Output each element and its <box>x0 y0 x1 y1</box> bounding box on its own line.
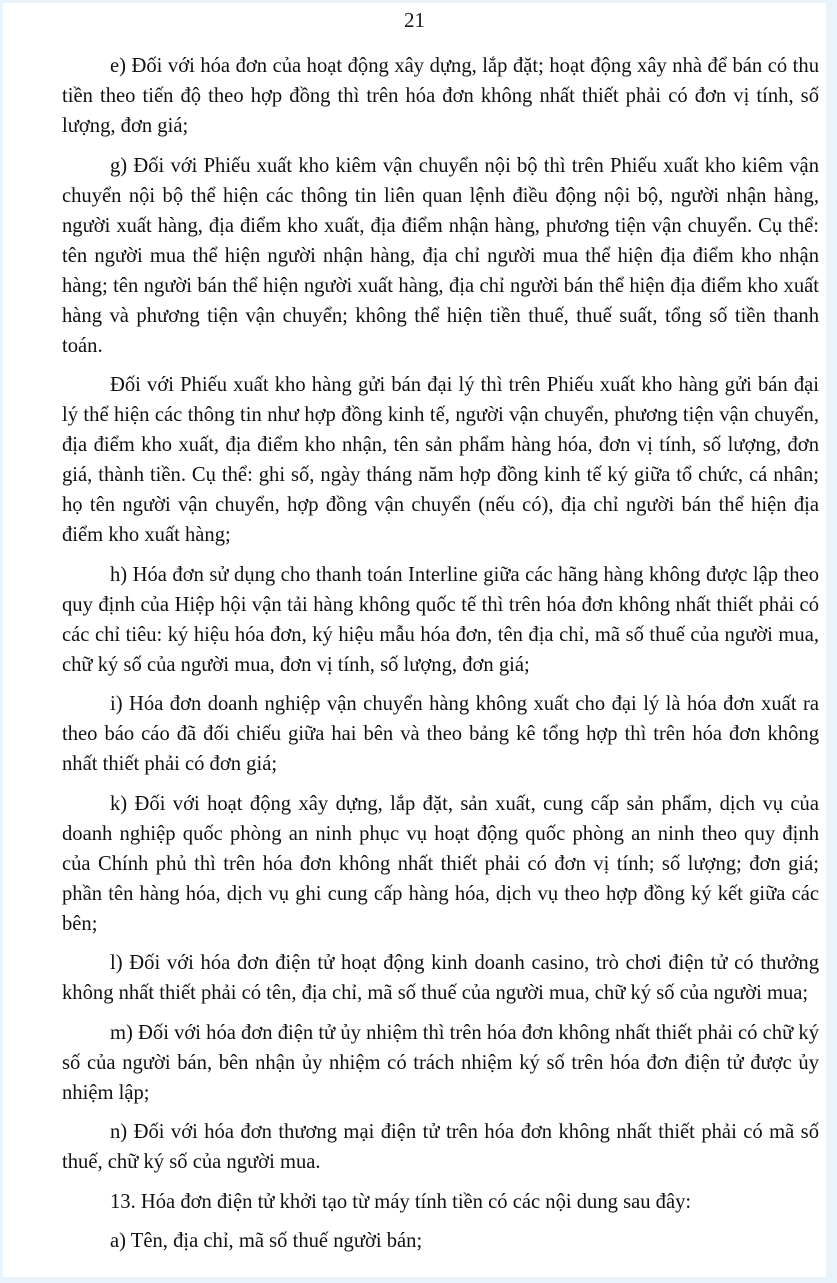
document-page <box>3 3 826 1277</box>
page-number: 21 <box>404 8 425 32</box>
section-13-heading: 13. Hóa đơn điện tử khởi tạo từ máy tính tiền có các nội dung sau đây: <box>110 1190 692 1213</box>
paragraph-e: e) Đối với hóa đơn của hoạt động xây dựng, lắp đặt; hoạt động xây nhà để bán có thu tiền theo tiến độ theo hợp đồng thì trên hóa đơn không nhất thiết phải có đơn vị tính, số lượng, đơn giá; <box>62 55 819 137</box>
paragraph-g: g) Đối với Phiếu xuất kho kiêm vận chuyển nội bộ thì trên Phiếu xuất kho kiêm vận chuyển nội bộ thể hiện các thông tin liên quan lệnh điều động nội bộ, người nhận hàng, người xuất hàng, địa điểm kho xuất, địa điểm nhận hàng, phương tiện vận chuyển. Cụ thể: tên người mua thể hiện người nhận hàng, địa chỉ người mua thể hiện địa điểm kho nhận hàng; tên người bán thể hiện người xuất hàng, địa chỉ người bán thể hiện địa điểm kho xuất hàng và phương tiện vận chuyển; không thể hiện tiền thuế, thuế suất, tổng số tiền thanh toán. <box>62 154 819 357</box>
paragraph-n: n) Đối với hóa đơn thương mại điện tử trên hóa đơn không nhất thiết phải có mã số thuế, chữ ký số của người mua. <box>62 1121 819 1173</box>
paragraph-m: m) Đối với hóa đơn điện tử ủy nhiệm thì trên hóa đơn không nhất thiết phải có chữ ký số của người bán, bên nhận ủy nhiệm có trách nhiệm ký số trên hóa đơn điện tử được ủy nhiệm lập; <box>62 1021 819 1104</box>
paragraph-h: h) Hóa đơn sử dụng cho thanh toán Interline giữa các hãng hàng không được lập theo quy định của Hiệp hội vận tải hàng không quốc tế thì trên hóa đơn không nhất thiết phải có các chỉ tiêu: ký hiệu hóa đơn, ký hiệu mẫu hóa đơn, tên địa chỉ, mã số thuế của người mua, chữ ký số của người mua, đơn vị tính, số lượng, đơn giá; <box>62 563 819 676</box>
paragraph-g-agency: Đối với Phiếu xuất kho hàng gửi bán đại lý thì trên Phiếu xuất kho hàng gửi bán đại lý thể hiện các thông tin như hợp đồng kinh tế, người vận chuyển, phương tiện vận chuyển, địa điểm kho xuất, địa điểm kho nhận, tên sản phẩm hàng hóa, đơn vị tính, số lượng, đơn giá, thành tiền. Cụ thể: ghi số, ngày tháng năm hợp đồng kinh tế ký giữa tổ chức, cá nhân; họ tên người vận chuyển, hợp đồng vận chuyển (nếu có), địa chỉ người bán thể hiện địa điểm kho xuất hàng; <box>62 374 819 546</box>
paragraph-13a: a) Tên, địa chỉ, mã số thuế người bán; <box>110 1230 423 1252</box>
document-body <box>62 51 819 1266</box>
paragraph-i: i) Hóa đơn doanh nghiệp vận chuyển hàng không xuất cho đại lý là hóa đơn xuất ra theo báo cáo đã đối chiếu giữa hai bên và theo bảng kê tổng hợp thì trên hóa đơn không nhất thiết phải có đơn giá; <box>62 693 819 775</box>
paragraph-l: l) Đối với hóa đơn điện tử hoạt động kinh doanh casino, trò chơi điện tử có thưởng không nhất thiết phải có tên, địa chỉ, mã số thuế của người mua, chữ ký số của người mua; <box>62 952 819 1004</box>
paragraph-k: k) Đối với hoạt động xây dựng, lắp đặt, sản xuất, cung cấp sản phẩm, dịch vụ của doanh nghiệp quốc phòng an ninh phục vụ hoạt động quốc phòng an ninh theo quy định của Chính phủ thì trên hóa đơn không nhất thiết phải có đơn vị tính; số lượng; đơn giá; phần tên hàng hóa, dịch vụ ghi cung cấp hàng hóa, dịch vụ theo hợp đồng ký kết giữa các bên; <box>62 792 819 935</box>
